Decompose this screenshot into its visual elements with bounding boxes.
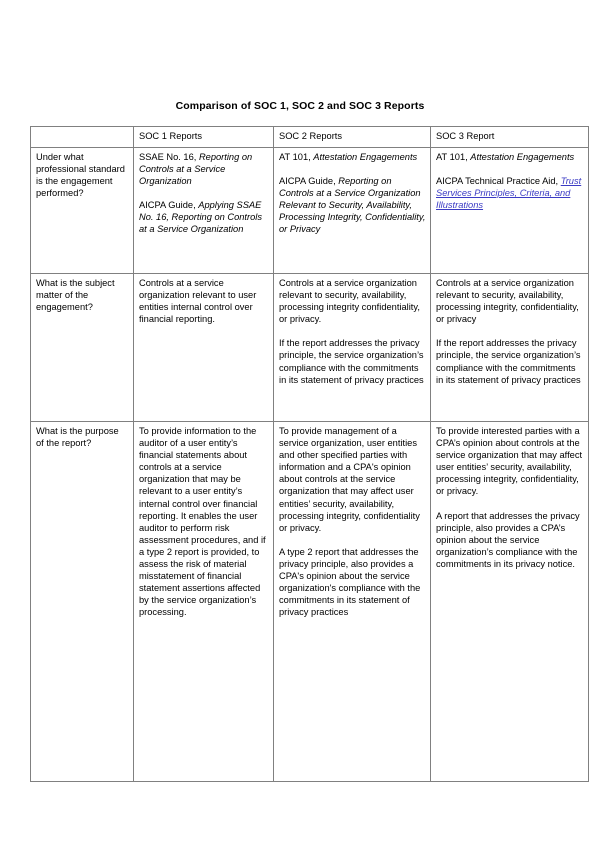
- cell-row1-soc2: [274, 148, 431, 274]
- cell-paragraph: Controls at a service organization relevant to user entities internal control over financial reporting.: [139, 278, 257, 325]
- text-plain: AT 101,: [436, 152, 471, 162]
- cell-paragraph: If the report addresses the privacy principle, the service organization’s compliance with the commitments in its statement of privacy practices: [436, 338, 581, 385]
- table-row: [31, 274, 589, 422]
- cell-paragraph: Controls at a service organization relevant to security, availability, processing integrity, confidentiality, or privacy: [436, 278, 579, 325]
- cell-row2-soc1: [134, 274, 274, 422]
- table-header-row: [31, 127, 589, 148]
- trust-services-link[interactable]: Trust Services Principles, Criteria, and Illustrations: [436, 176, 582, 211]
- text-plain: AICPA Technical Practice Aid,: [436, 176, 561, 187]
- cell-paragraph: [279, 151, 426, 163]
- cell-paragraph: To provide management of a service organization, user entities and other specified parties with information and a CPA's opinion about controls at the service organization that may affect user entities’ security, availability, processing integrity, confidentiality or privacy.: [279, 426, 420, 533]
- table-body: [31, 148, 589, 782]
- cell-row1-soc1: [134, 148, 274, 274]
- comparison-table-wrapper: [30, 126, 588, 782]
- cell-row3-soc1: [134, 422, 274, 782]
- row-label-standard: Under what professional standard is the engagement performed?: [31, 148, 134, 274]
- table-header-corner: [31, 127, 134, 148]
- cell-paragraph: [436, 175, 584, 211]
- text-italic: Applying SSAE No. 16, Reporting on Controls at a Service Organization: [139, 200, 262, 235]
- table-row: [31, 422, 589, 782]
- table-header-soc3: SOC 3 Report: [431, 127, 589, 148]
- table-header-soc2: SOC 2 Reports: [274, 127, 431, 148]
- text-italic: Reporting on Controls at a Service Organization: [139, 152, 253, 187]
- cell-row2-soc3: [431, 274, 589, 422]
- text-plain: AT 101,: [279, 152, 314, 162]
- cell-paragraph: If the report addresses the privacy principle, the service organization’s compliance with the commitments in its statement of privacy practices: [279, 338, 424, 385]
- table-row: [31, 148, 589, 274]
- cell-paragraph: To provide interested parties with a CPA’s opinion about controls at the service organization that may affect user entities’ security, availability, processing integrity, confidentiality, or privacy.: [436, 426, 583, 497]
- row-label-purpose: What is the purpose of the report?: [31, 422, 134, 782]
- cell-row3-soc2: [274, 422, 431, 782]
- cell-row1-soc3: [431, 148, 589, 274]
- cell-paragraph: [279, 175, 426, 235]
- cell-paragraph: [436, 151, 584, 163]
- row-label-subject-matter: What is the subject matter of the engagement?: [31, 274, 134, 422]
- text-plain: SSAE No. 16,: [139, 152, 199, 162]
- cell-paragraph: Controls at a service organization relevant to security, availability, processing integrity confidentiality, or privacy.: [279, 278, 420, 325]
- text-italic: Attestation Engagements: [313, 152, 418, 162]
- cell-paragraph: A type 2 report that addresses the privacy principle, also provides a CPA's opinion about the service organization's compliance with the commitments in its statement of privacy practices: [279, 546, 421, 618]
- cell-paragraph: [139, 151, 269, 187]
- cell-row2-soc2: [274, 274, 431, 422]
- table-header: [31, 127, 589, 148]
- cell-row3-soc3: [431, 422, 589, 782]
- cell-paragraph: [139, 199, 269, 235]
- text-italic: Attestation Engagements: [470, 152, 575, 162]
- text-italic: Reporting on Controls at a Service Organization Relevant to Security, Availability, Processing Integrity, Confidentiality, or Privacy: [279, 176, 426, 235]
- text-plain: AICPA Guide,: [279, 176, 339, 187]
- cell-paragraph: To provide information to the auditor of a user entity’s financial statements about controls at a service organization that may be relevant to a user entity’s internal control over financial reporting. It enables the user auditor to perform risk assessment procedures, and if a type 2 report is provided, to assess the risk of material misstatement of financial statement assertions affected by the service organization’s processing.: [139, 426, 266, 618]
- table-header-soc1: SOC 1 Reports: [134, 127, 274, 148]
- cell-paragraph: A report that addresses the privacy principle, also provides a CPA’s opinion about the service organization’s compliance with the commitments in its privacy notice.: [436, 510, 580, 569]
- soc-comparison-table: [30, 126, 589, 782]
- text-plain: AICPA Guide,: [139, 200, 199, 211]
- page-title: Comparison of SOC 1, SOC 2 and SOC 3 Reports: [175, 100, 425, 112]
